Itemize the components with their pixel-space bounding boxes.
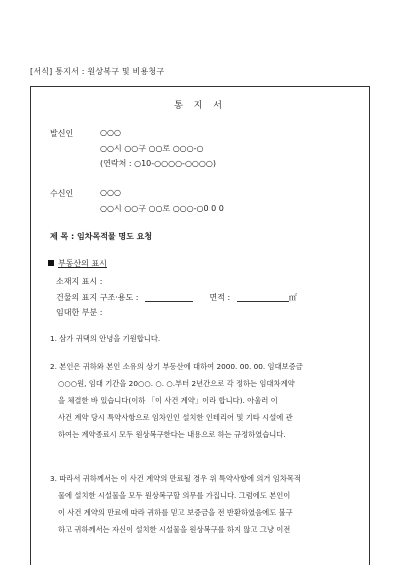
property-structure-row (56, 292, 297, 303)
structure-blank-line (145, 293, 193, 302)
property-area-label: 면적 : (209, 293, 231, 302)
paragraph-2-line: 하여는 계약종료시 모두 원상복구한다는 내용으로 하는 규정하였습니다. (58, 430, 286, 439)
sender-name: ○○○ (100, 128, 121, 137)
paragraph-3-line: 이 사건 계약의 만료에 따라 귀하를 믿고 보증금을 전 반환하였음에도 불구 (58, 508, 293, 517)
sender-label: 발신인 (50, 129, 74, 138)
paragraph-3-line: 3. 따라서 귀하께서는 이 사건 계약의 만료될 경우 위 특약사항에 의거 임차목적 (50, 474, 301, 483)
property-section-title: 부동산의 표시 (58, 259, 107, 268)
property-area-unit: ㎡ (288, 293, 297, 302)
subject-text: 제 목 : 임차목적물 명도 요청 (50, 232, 153, 241)
paragraph-3-line: 하고 귀하께서는 자신이 설치한 시설물을 원상복구를 하지 않고 그냥 이전 (58, 525, 291, 534)
sender-phone: (연락처 : ○10-○○○○-○○○○) (100, 159, 216, 168)
receiver-address: ○○시 ○○구 ○○로 ○○○-○0 0 0 (100, 204, 224, 213)
property-section-heading (48, 258, 107, 269)
receiver-label: 수신인 (50, 189, 74, 198)
paragraph-1-text: 1. 삼가 귀댁의 안녕을 기원합니다. (50, 334, 161, 343)
receiver-name: ○○○ (100, 188, 121, 197)
area-blank-line (237, 293, 289, 302)
property-location: 소재지 표시 : (56, 277, 103, 286)
black-square-icon (48, 260, 54, 266)
property-structure-label: 건물의 표지 구조·용도 : (56, 293, 139, 302)
paragraph-2-line: 을 체결한 바 있습니다(이하 「이 사건 계약」이라 합니다). 아울러 이 (58, 396, 278, 405)
paragraph-3-line: 물에 설치한 시설물을 모두 원상복구할 의무를 가집니다. 그럼에도 본인이 (58, 491, 291, 500)
paragraph-2 (50, 358, 360, 443)
paragraph-2-line: 2. 본인은 귀하와 본인 소유의 상기 부동산에 대하여 2000. 00. 00. 임대보증금 (50, 362, 303, 371)
document-caption: [서식] 통지서 : 원상복구 및 비용청구 (30, 67, 165, 76)
paragraph-2-line: 사건 계약 당시 특약사항으로 임차인인 설치한 인테리어 및 기타 시설에 관 (58, 413, 293, 422)
property-leased-part: 임대한 부분 : (56, 308, 103, 317)
paragraph-2-line: ○○○원, 임대 기간을 20○○. ○. ○.부터 2년간으로 각 정하는 임대차계약 (58, 379, 295, 388)
paragraph-1 (50, 330, 360, 347)
sender-address: ○○시 ○○구 ○○로 ○○○-○ (100, 144, 204, 153)
document-subject (50, 231, 152, 242)
paragraph-3 (50, 470, 360, 538)
document-title: 통 지 서 (174, 101, 226, 111)
